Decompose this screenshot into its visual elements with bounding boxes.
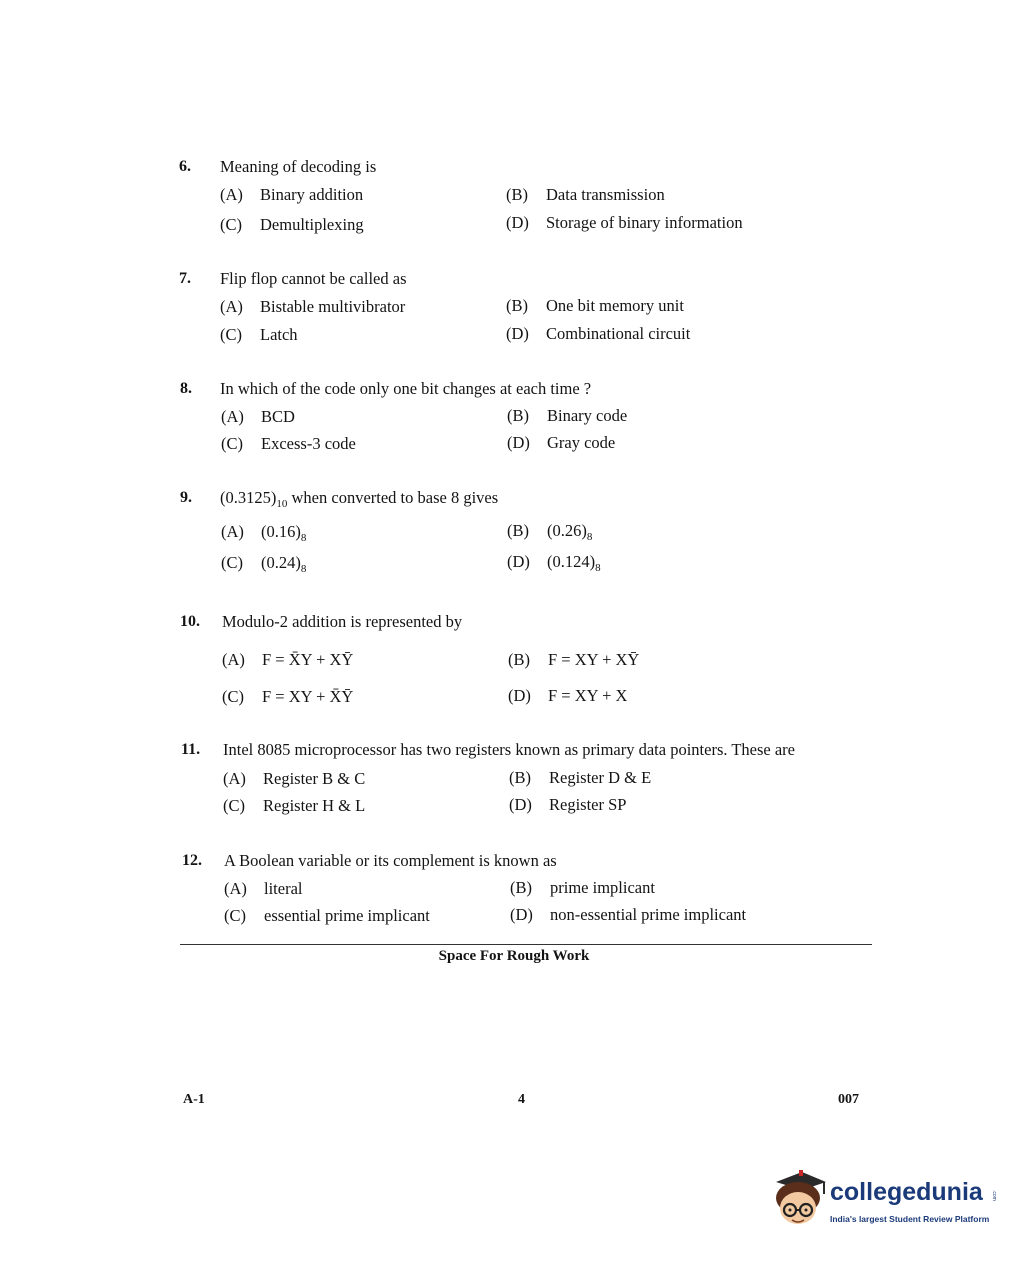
divider bbox=[180, 944, 872, 945]
option-d: (D) non-essential prime implicant bbox=[510, 905, 747, 924]
option-d: (D) Register SP bbox=[509, 795, 627, 814]
option-c: (C) Excess-3 code bbox=[221, 434, 356, 453]
logo-domain: .com bbox=[991, 1190, 997, 1201]
footer-page-number: 4 bbox=[518, 1092, 525, 1107]
question-text: In which of the code only one bit changes at each time ? bbox=[220, 379, 592, 398]
collegedunia-logo bbox=[768, 1168, 1000, 1238]
option-d: (D) F = XY + X bbox=[508, 686, 628, 705]
question-number: 6. bbox=[179, 158, 191, 175]
question-number: 9. bbox=[180, 489, 192, 506]
question-text: A Boolean variable or its complement is known as bbox=[224, 851, 557, 870]
option-d: (D) Storage of binary information bbox=[506, 213, 743, 232]
footer-series: A-1 bbox=[183, 1092, 205, 1107]
option-c: (C) Latch bbox=[220, 325, 298, 344]
option-d: (D) Gray code bbox=[507, 433, 616, 452]
option-b: (B) Data transmission bbox=[506, 185, 665, 204]
option-d: (D) Combinational circuit bbox=[506, 324, 691, 343]
option-d: (D) $(0.124)_8$ bbox=[507, 552, 601, 574]
rough-work-heading: Space For Rough Work bbox=[438, 948, 590, 964]
logo-tagline: India's largest Student Review Platform bbox=[830, 1214, 990, 1224]
option-a: (A) Register B & C bbox=[223, 769, 366, 788]
question-text: Modulo-2 addition is represented by bbox=[222, 612, 463, 631]
option-c: (C) Demultiplexing bbox=[220, 215, 364, 234]
question-text: Meaning of decoding is bbox=[220, 157, 377, 176]
option-a: (A) literal bbox=[224, 879, 303, 898]
option-b: (B) prime implicant bbox=[510, 878, 655, 897]
option-a: (A) BCD bbox=[221, 407, 295, 426]
option-a: (A) Binary addition bbox=[220, 185, 364, 204]
option-a: (A) $(0.16)_8$ bbox=[221, 522, 307, 544]
option-b: (B) Binary code bbox=[507, 406, 628, 425]
question-number: 8. bbox=[180, 380, 192, 397]
question-number: 12. bbox=[182, 852, 202, 869]
question-number: 11. bbox=[181, 741, 201, 758]
question-text: Flip flop cannot be called as bbox=[220, 269, 407, 288]
logo-wordmark: collegedunia bbox=[830, 1178, 983, 1206]
option-a: (A) Bistable multivibrator bbox=[220, 297, 406, 316]
mascot-icon bbox=[768, 1168, 830, 1238]
footer-code: 007 bbox=[838, 1092, 859, 1107]
question-number: 10. bbox=[180, 613, 200, 630]
option-c: (C) Register H & L bbox=[223, 796, 366, 815]
question-text: $(0.3125)_{10}$ when converted to base 8 gives bbox=[220, 488, 499, 510]
option-a: (A) F = X̄Y + XȲ bbox=[222, 650, 354, 669]
option-c: (C) $(0.24)_8$ bbox=[221, 553, 307, 575]
option-b: (B) Register D & E bbox=[509, 768, 652, 787]
option-c: (C) essential prime implicant bbox=[224, 906, 430, 925]
option-b: (B) One bit memory unit bbox=[506, 296, 684, 315]
option-b: (B) $(0.26)_8$ bbox=[507, 521, 593, 543]
question-number: 7. bbox=[179, 270, 191, 287]
option-b: (B) F = XY + XȲ bbox=[508, 650, 640, 669]
option-c: (C) F = XY + X̄Ȳ bbox=[222, 687, 354, 706]
question-text: Intel 8085 microprocessor has two registers known as primary data pointers. These are bbox=[223, 740, 795, 759]
